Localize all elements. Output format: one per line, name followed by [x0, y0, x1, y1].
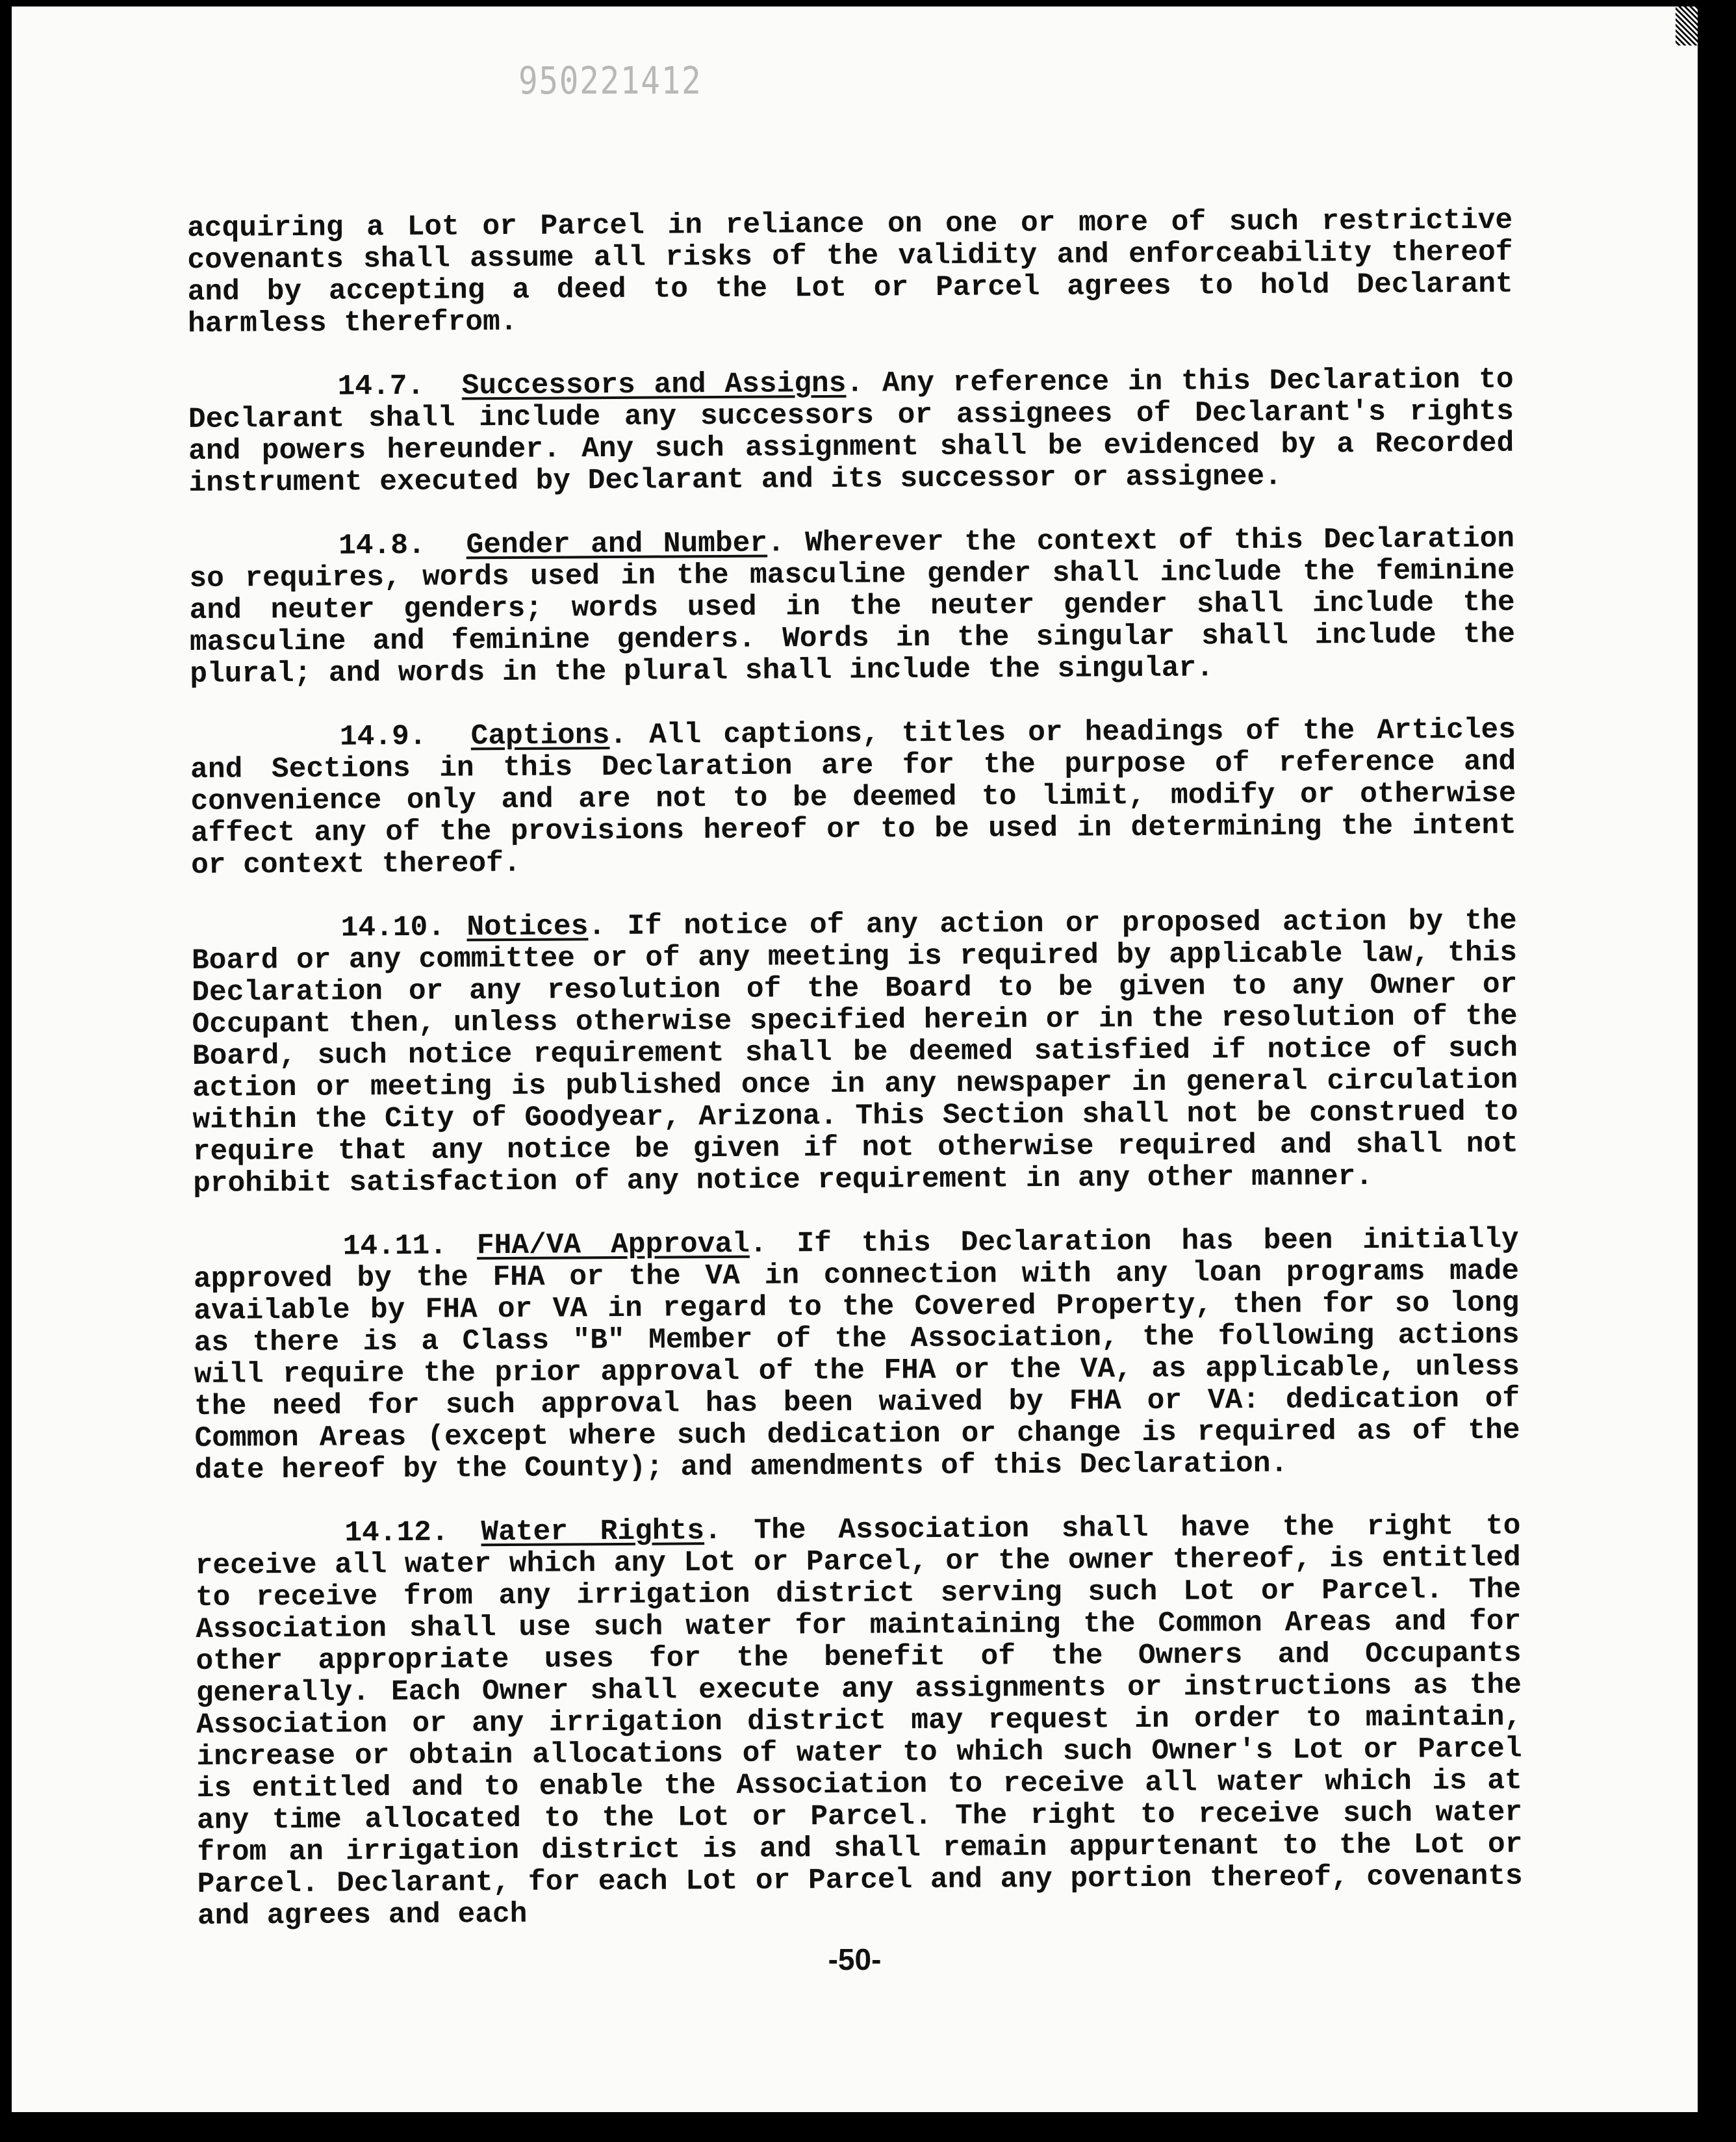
paragraph-14-12 — [195, 1511, 1523, 1933]
paragraph-text: . Wherever the context of this Declaration so requires, words used in the masculine gender shall include the feminine and neuter genders; words used in the neuter gender shall include the masculine and feminine genders. Words in the singular shall include the plural; and words in the plural shall include the singular. — [189, 523, 1516, 691]
page-number: -50- — [828, 1942, 882, 1976]
section-number: 14.11. — [342, 1230, 448, 1263]
document-body — [187, 205, 1523, 1965]
paragraph-14-9 — [190, 715, 1516, 882]
section-number: 14.10. — [340, 911, 446, 945]
recording-stamp-number: 950221412 — [518, 58, 702, 103]
section-number: 14.8. — [338, 529, 426, 563]
section-heading: Captions — [470, 719, 610, 753]
paragraph-14-8 — [189, 524, 1515, 691]
section-heading: Water Rights — [481, 1515, 705, 1549]
section-heading: Gender and Number — [466, 527, 768, 562]
paragraph-text: . If this Declaration has been initially approved by the FHA or the VA in connection with any loan programs made available by FHA or VA in regard to the Covered Property, then for so long as there is a Class "B" Member of the Association, the following actions will require the prior approval of the FHA or the VA, as applicable, unless the need for such approval has been waived by FHA or VA: dedication of Common Areas (except where such dedication or change is required as of the date hereof by the County); and amendments of this Declaration. — [193, 1223, 1520, 1487]
paragraph-14-7 — [188, 365, 1514, 500]
section-heading: Notices — [466, 910, 589, 944]
scan-edge-noise — [1676, 6, 1698, 45]
paragraph-14-10 — [192, 906, 1519, 1200]
paragraph-text: . The Association shall have the right to receive all water which any Lot or Parcel, or the owner thereof, is entitled to receive from any irrigation district serving such Lot or Parcel. The Association shall use such water for maintaining the Common Areas and for other appropriate uses for the benefit of the Owners and Occupants generally. Each Owner shall execute any assignments or instructions as the Association or any irrigation district may request in order to maintain, increase or obtain allocations of water to which such Owner's Lot or Parcel is entitled and to enable the Association to receive all water which is at any time allocated to the Lot or Parcel. The right to receive such water from an irrigation district is and shall remain appurtenant to the Lot or Parcel. Declarant, for each Lot or Parcel and any portion thereof, covenants and agrees and each — [195, 1510, 1523, 1933]
paragraph-text: . If notice of any action or proposed action by the Board or any committee or of any meeting is required by applicable law, this Declaration or any resolution of the Board to be given to any Owner or Occupant then, unless otherwise specified herein or in the resolution of the Board, such notice requirement shall be deemed satisfied if notice of such action or meeting is published once in any newspaper in general circulation within the City of Goodyear, Arizona. This Section shall not be construed to require that any notice be given if not otherwise required and shall not prohibit satisfaction of any notice requirement in any other manner. — [191, 905, 1518, 1200]
paragraph-continuation — [187, 205, 1513, 341]
section-number: 14.12. — [344, 1516, 449, 1550]
section-heading: FHA/VA Approval — [476, 1228, 750, 1263]
section-number: 14.9. — [339, 720, 427, 754]
paragraph-14-11 — [194, 1224, 1520, 1487]
paragraph-text: . All captions, titles or headings of the Articles and Sections in this Declaration are for the purpose of reference and convenience only and are not to be deemed to limit, modify or otherwise affect any of the provisions hereof or to be used in determining the intent or context thereof. — [190, 714, 1516, 882]
paragraph-text: acquiring a Lot or Parcel in reliance on one or more of such restrictive covenants shall assume all risks of the validity and enforceability thereof and by accepting a deed to the Lot or Parcel agrees to hold Declarant harmless therefrom. — [186, 204, 1513, 341]
section-heading: Successors and Assigns — [461, 367, 847, 403]
section-number: 14.7. — [337, 370, 425, 404]
paragraph-text: . Any reference in this Declaration to Declarant shall include any successors or assignees of Declarant's rights and powers hereunder. Any such assignment shall be evidenced by a Recorded instrument executed by Declarant and its successor or assignee. — [188, 363, 1514, 500]
document-page — [12, 6, 1698, 2112]
